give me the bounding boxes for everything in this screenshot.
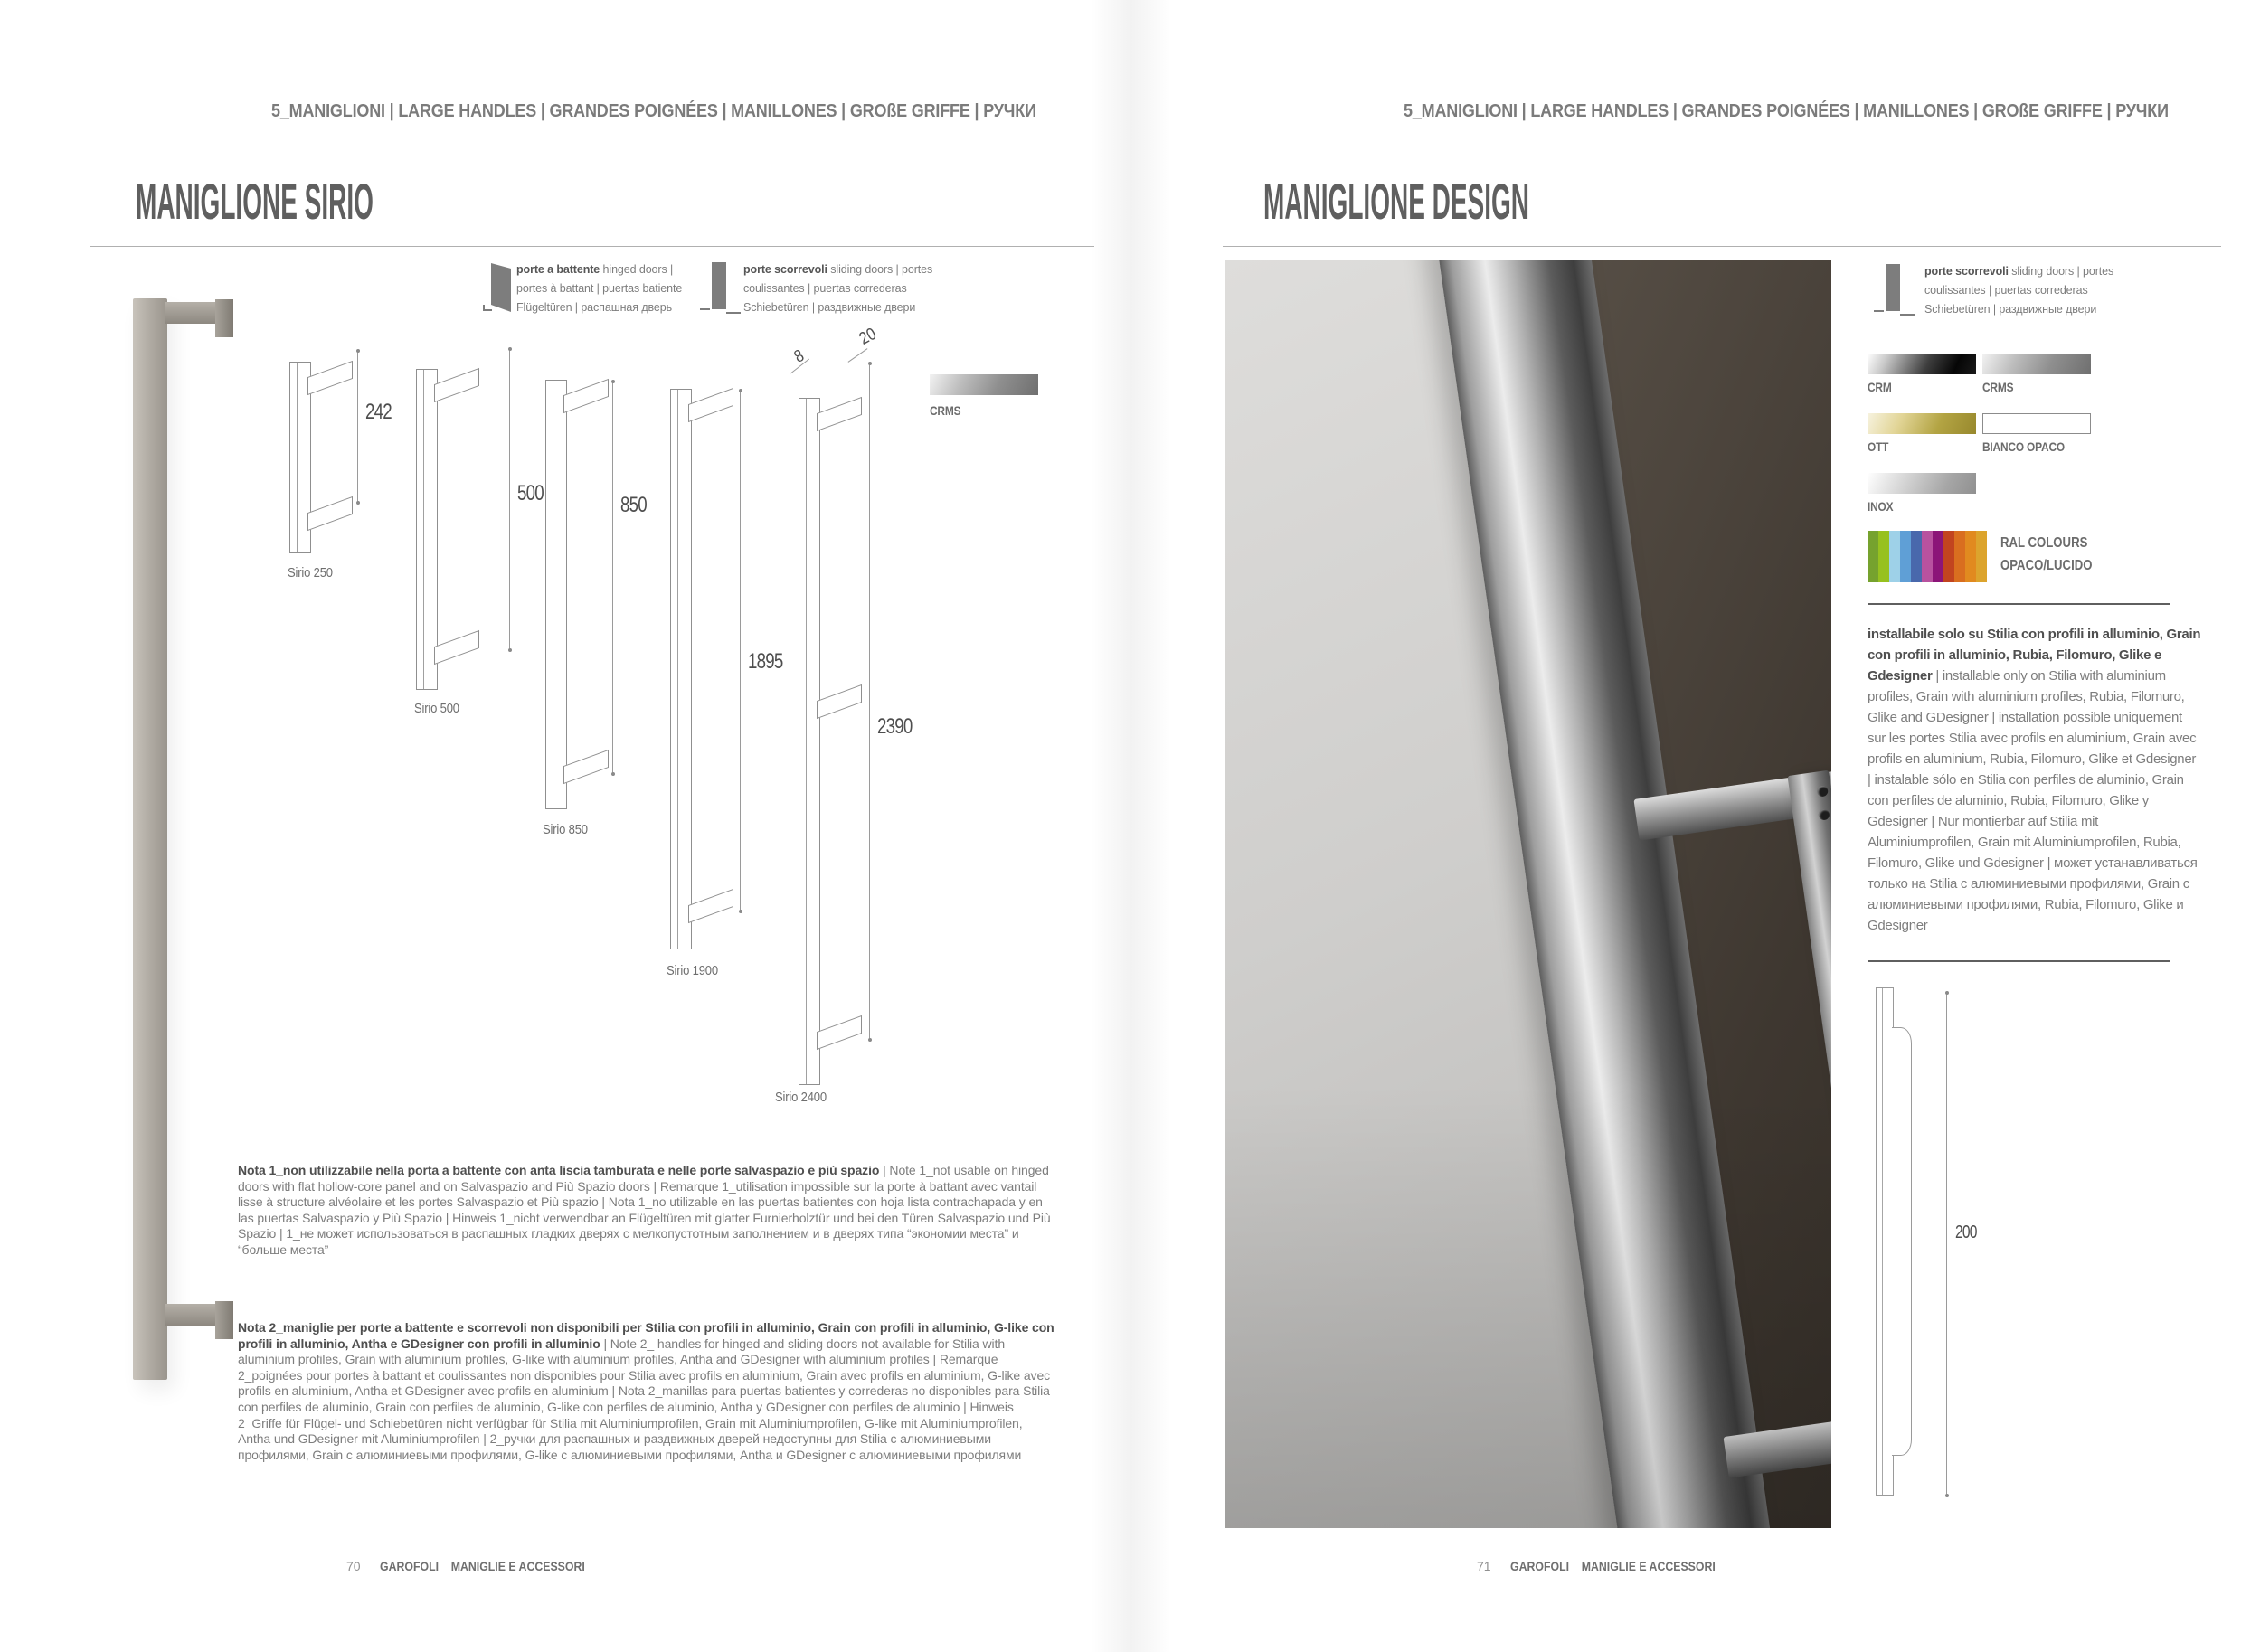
dim-2390: 2390 xyxy=(877,714,913,739)
sliding-door-icon xyxy=(1872,262,1915,318)
note-2: Nota 2_maniglie per porte a battente e scorrevoli non disponibili per Stilia con profili in alluminio, Grain con profili in alluminio, G-like con profili in alluminio, Antha e GDesigner con profili in alluminio | Note 2_ handles for hinged and sliding doors not available for Stilia with aluminium profiles, Grain with aluminium profiles, G-like with aluminium profiles, Antha and GDesigner with aluminium profiles | Remarque 2_poignées pour portes à battant et coulissantes non disponibles pour Stilia avec profils en aluminium, Grain avec profils en aluminium, G-like avec profils en aluminium, Antha et GDesigner avec profils en aluminium | Nota 2_manillas para puertas batientes y correderas no disponibles para Stilia con perfiles de aluminio, Grain con perfiles de aluminio, G-like con perfiles de aluminio, Antha y GDesigner con perfiles de aluminio | Hinweis 2_Griffe für Flügel- und Schiebetüren nicht verfügbar für Stilia mit Aluminiumprofilen, Grain mit Aluminiumprofilen, G-like mit Aluminiumprofilen, Antha und GDesigner mit Aluminiumprofilen | 2_ручки для распашных и раздвижных дверей недоступны для Stilia с алюминиевыми профилями, Grain с алюминиевыми профилями, G-like с алюминиевыми профилями, Antha и GDesigner с алюминиевыми профилями xyxy=(238,1320,1054,1462)
title-rule-left xyxy=(90,246,1094,247)
center-fold xyxy=(1090,0,1171,1652)
legend-sliding-left: porte scorrevoli sliding doors | portes coulissantes | puertas correderas Schiebetüren | раздвижные двери xyxy=(743,263,933,314)
product-photo-design xyxy=(1225,260,1831,1528)
dim-500: 500 xyxy=(517,481,544,505)
sliding-door-icon xyxy=(698,260,742,316)
page-title-design: MANIGLIONE DESIGN xyxy=(1263,173,1530,230)
label-sirio-1900: Sirio 1900 xyxy=(667,964,718,978)
sirio-render-top-cap xyxy=(215,299,233,337)
dim-1895: 1895 xyxy=(748,649,783,674)
finish-label-ott: OTT xyxy=(1868,439,1889,454)
divider-top xyxy=(1868,603,2170,605)
label-sirio-850: Sirio 850 xyxy=(543,823,588,837)
dim-8: 8 xyxy=(790,346,808,367)
footer-text-right: GAROFOLI _ MANIGLIE E ACCESSORI xyxy=(1510,1559,1716,1573)
title-rule-right xyxy=(1223,246,2221,247)
sirio-render-bar xyxy=(133,298,167,1380)
finish-swatch-crm xyxy=(1868,354,1976,374)
installation-info: installabile solo su Stilia con profili in alluminio, Grain con profili in alluminio, Rubia, Filomuro, Glike e Gdesigner | installable only on Stilia with aluminium profiles, Grain with aluminium profiles, Rubia, Filomuro, Glike and GDesigner | installation possible uniquement sur les portes Stilia avec profils en aluminium, Grain avec profils en aluminium, Rubia, Filomuro, Glike et Gdesigner | instalable sólo en Stilia con perfiles de aluminio, Grain con perfiles de aluminio, Rubia, Filomuro, Glike y Gdesigner | Nur montierbar auf Stilia mit Aluminiumprofilen, Grain mit Aluminiumprofilen, Rubia, Filomuro, Glike und Gdesigner | может устанавливаться только на Stilia с алюминиевыми профилями, Grain с алюминиевыми профилями, Rubia, Filomuro, Glike и Gdesigner xyxy=(1868,627,2201,933)
label-sirio-250: Sirio 250 xyxy=(288,566,333,581)
dim-20: 20 xyxy=(856,324,880,349)
finish-swatch-ott xyxy=(1868,413,1976,434)
finish-label-crms-left: CRMS xyxy=(930,403,961,418)
page-title-sirio: MANIGLIONE SIRIO xyxy=(136,173,374,230)
dim-850: 850 xyxy=(620,493,647,517)
dim-242: 242 xyxy=(365,400,392,424)
finish-label-crms: CRMS xyxy=(1982,380,2014,394)
page-header-right: 5_MANIGLIONI | LARGE HANDLES | GRANDES POIGNÉES | MANILLONES | GROßE GRIFFE | РУЧКИ xyxy=(1404,101,2169,121)
ral-swatch xyxy=(1868,531,1987,582)
page-number-right: 71 xyxy=(1477,1559,1491,1573)
page-header-left: 5_MANIGLIONI | LARGE HANDLES | GRANDES POIGNÉES | MANILLONES | GROßE GRIFFE | РУЧКИ xyxy=(271,101,1036,121)
legend-hinged: porte a battente hinged doors | portes à battant | puertas batiente Flügeltüren | распашная дверь xyxy=(516,263,683,314)
hinged-door-icon xyxy=(481,260,519,316)
finish-label-inox: INOX xyxy=(1868,499,1894,514)
note-1: Nota 1_non utilizzabile nella porta a battente con anta liscia tamburata e nelle porte salvaspazio e più spazio | Note 1_not usable on hinged doors with flat hollow-core panel and on Salvaspazio and Più Spazio doors | Remarque 1_utilisation impossible sur la porte à battant avec vantail lisse à structure alvéolaire et les portes Salvaspazio et Più spazio | Nota 1_no utilizable en las puertas batientes con hoja lista contrachapada y en las puertas Salvaspazio y Più Spazio | Hinweis 1_nicht verwendbar an Flügeltüren mit glatter Furnierholztür und bei den Türen Salvaspazio und Più Spazio | 1_не может использоваться в распашных гладких дверях с мелкопустотным заполнением и в дверях типа “экономии места” и “больше места” xyxy=(238,1163,1051,1257)
label-sirio-2400: Sirio 2400 xyxy=(775,1090,827,1105)
sirio-render-bottom-arm xyxy=(165,1304,219,1326)
legend-sliding-right: porte scorrevoli sliding doors | portes coulissantes | puertas correderas Schiebetüren | раздвижные двери xyxy=(1924,265,2114,316)
footer-text-left: GAROFOLI _ MANIGLIE E ACCESSORI xyxy=(380,1559,585,1573)
finish-swatch-crms-left xyxy=(930,374,1038,395)
sirio-render-top-arm xyxy=(165,302,219,324)
label-sirio-500: Sirio 500 xyxy=(414,702,459,716)
finish-label-bianco-opaco: BIANCO OPACO xyxy=(1982,439,2065,454)
finish-swatch-inox xyxy=(1868,473,1976,494)
finish-label-crm: CRM xyxy=(1868,380,1892,394)
finish-swatch-bianco-opaco xyxy=(1982,413,2091,434)
ral-label-1: RAL COLOURS xyxy=(2000,535,2088,551)
page-number-left: 70 xyxy=(346,1559,361,1573)
divider-bottom xyxy=(1868,960,2170,962)
finish-swatch-crms xyxy=(1982,354,2091,374)
sirio-render-bottom-cap xyxy=(215,1301,233,1339)
ral-label-2: OPACO/LUCIDO xyxy=(2000,558,2093,573)
dim-200: 200 xyxy=(1955,1222,1977,1242)
